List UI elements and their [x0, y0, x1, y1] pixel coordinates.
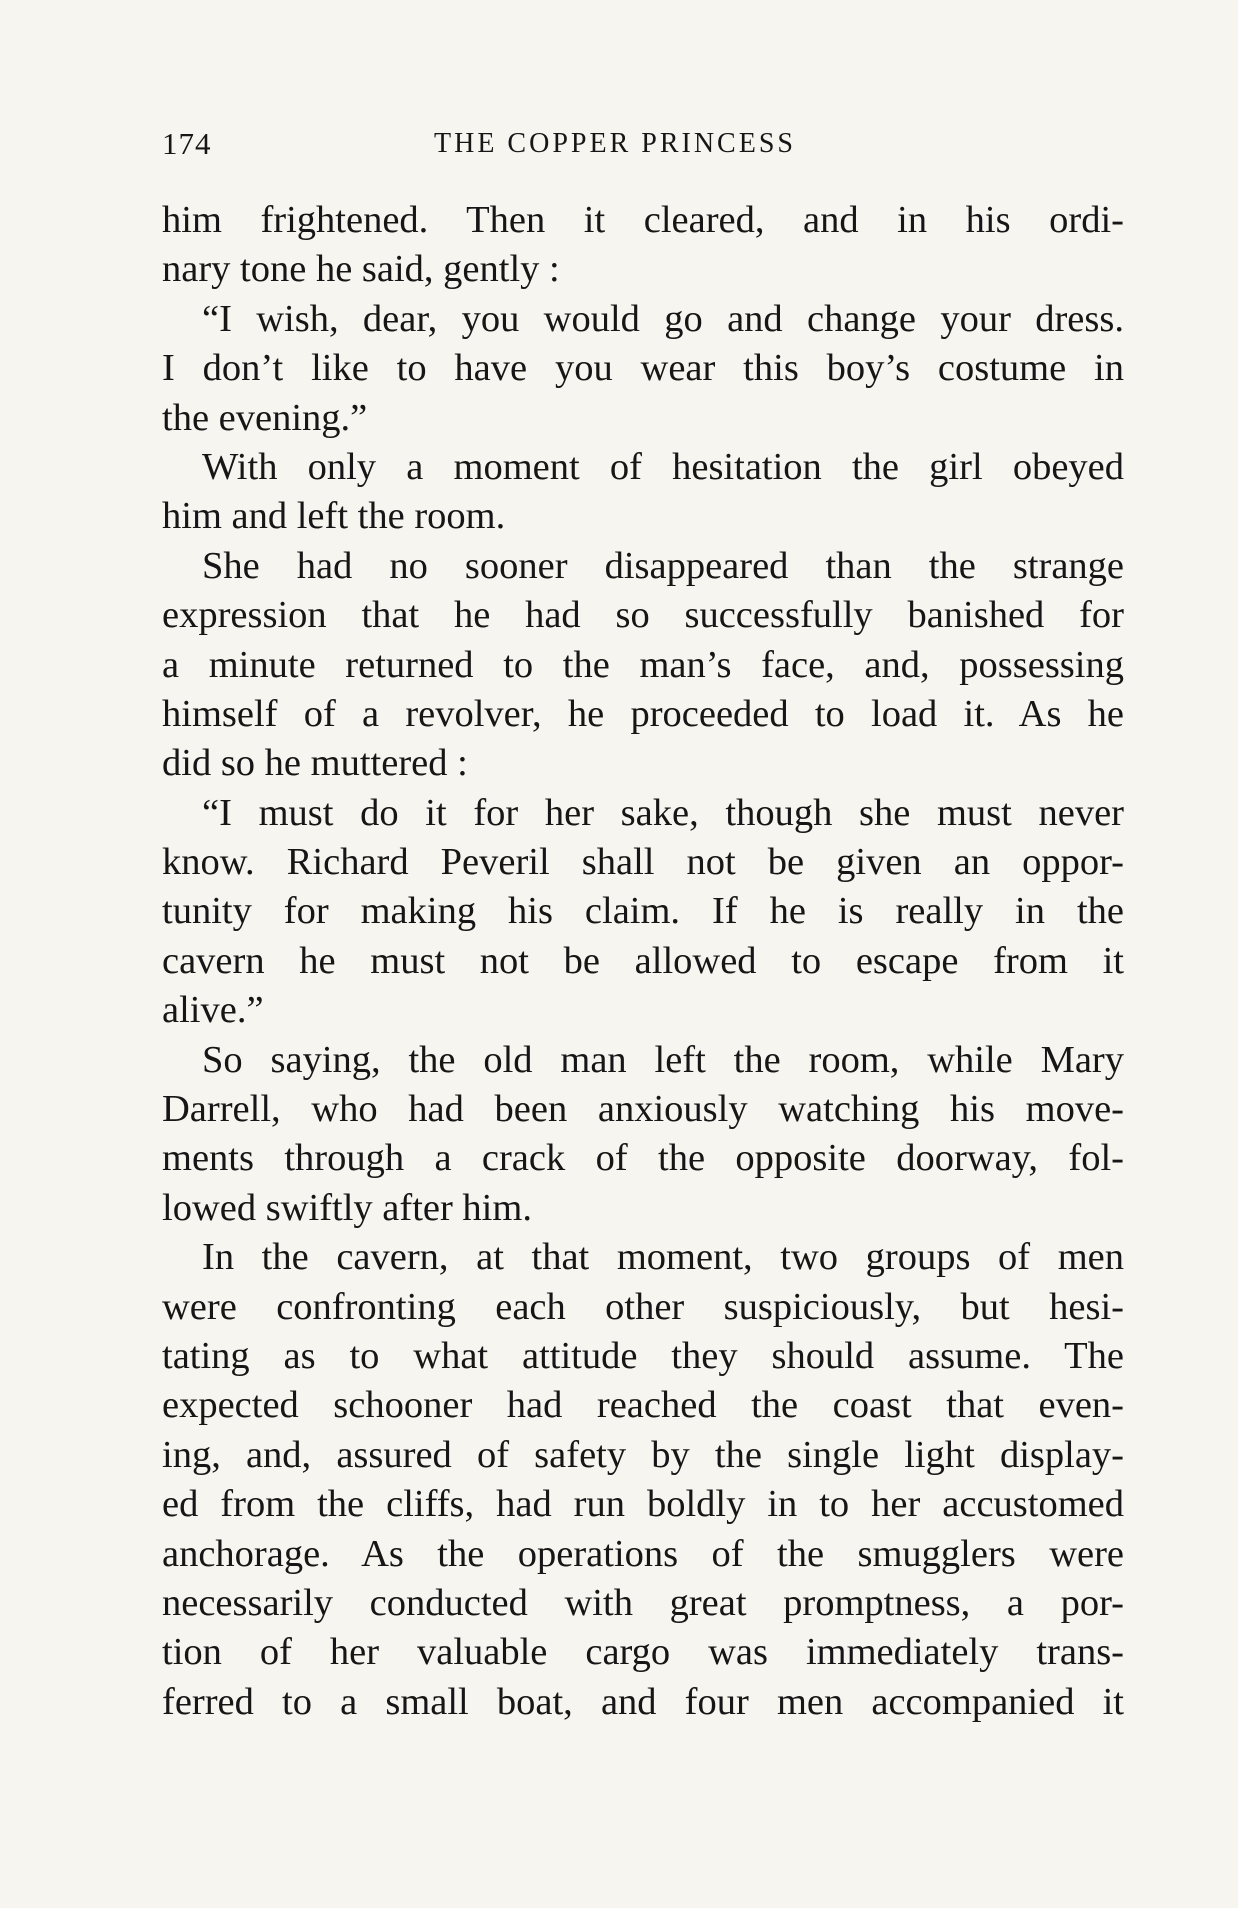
text-line: expression that he had so successfully banished for — [162, 594, 1124, 637]
text-line: him and left the room. — [162, 495, 506, 538]
body-text — [162, 196, 1124, 1727]
text-line: tating as to what attitude they should assume. The — [162, 1334, 1124, 1377]
text-line: tunity for making his claim. If he is really in the — [162, 890, 1124, 933]
text-line: “I wish, dear, you would go and change your dress. — [202, 297, 1124, 340]
text-line: know. Richard Peveril shall not be given an oppor- — [162, 841, 1124, 884]
text-line: nary tone he said, gently : — [162, 248, 560, 291]
text-line: So saying, the old man left the room, while Mary — [202, 1038, 1124, 1081]
text-line: Darrell, who had been anxiously watching his move- — [162, 1088, 1124, 1131]
text-line: She had no sooner disappeared than the strange — [202, 544, 1124, 587]
text-line: expected schooner had reached the coast that even- — [162, 1384, 1124, 1427]
text-line: ed from the cliffs, had run boldly in to her accustomed — [162, 1483, 1124, 1526]
text-line: did so he muttered : — [162, 742, 468, 785]
text-line: cavern he must not be allowed to escape from it — [162, 939, 1124, 982]
text-line: With only a moment of hesitation the girl obeyed — [202, 445, 1124, 488]
text-line: lowed swiftly after him. — [162, 1186, 532, 1229]
text-line: himself of a revolver, he proceeded to load it. As he — [162, 692, 1124, 735]
text-line: tion of her valuable cargo was immediately trans- — [162, 1631, 1124, 1674]
text-line: “I must do it for her sake, though she must never — [202, 791, 1124, 834]
text-line: alive.” — [162, 989, 264, 1032]
text-line: a minute returned to the man’s face, and, possessing — [162, 643, 1124, 686]
text-line: were confronting each other suspiciously, but hesi- — [162, 1285, 1124, 1328]
text-line: the evening.” — [162, 396, 368, 439]
running-head — [162, 126, 1124, 166]
text-line: him frightened. Then it cleared, and in his ordi- — [162, 199, 1124, 241]
text-line: ferred to a small boat, and four men accompanied it — [162, 1680, 1124, 1723]
text-line: In the cavern, at that moment, two groups of men — [202, 1236, 1124, 1279]
text-line: anchorage. As the operations of the smugglers were — [162, 1532, 1124, 1575]
page-number: 174 — [162, 126, 212, 161]
text-line: necessarily conducted with great promptness, a por- — [162, 1581, 1124, 1624]
running-title: THE COPPER PRINCESS — [434, 128, 796, 159]
text-line: I don’t like to have you wear this boy’s costume in — [162, 347, 1124, 390]
text-line: ing, and, assured of safety by the single light display- — [162, 1433, 1124, 1476]
text-line: ments through a crack of the opposite doorway, fol- — [162, 1137, 1124, 1180]
